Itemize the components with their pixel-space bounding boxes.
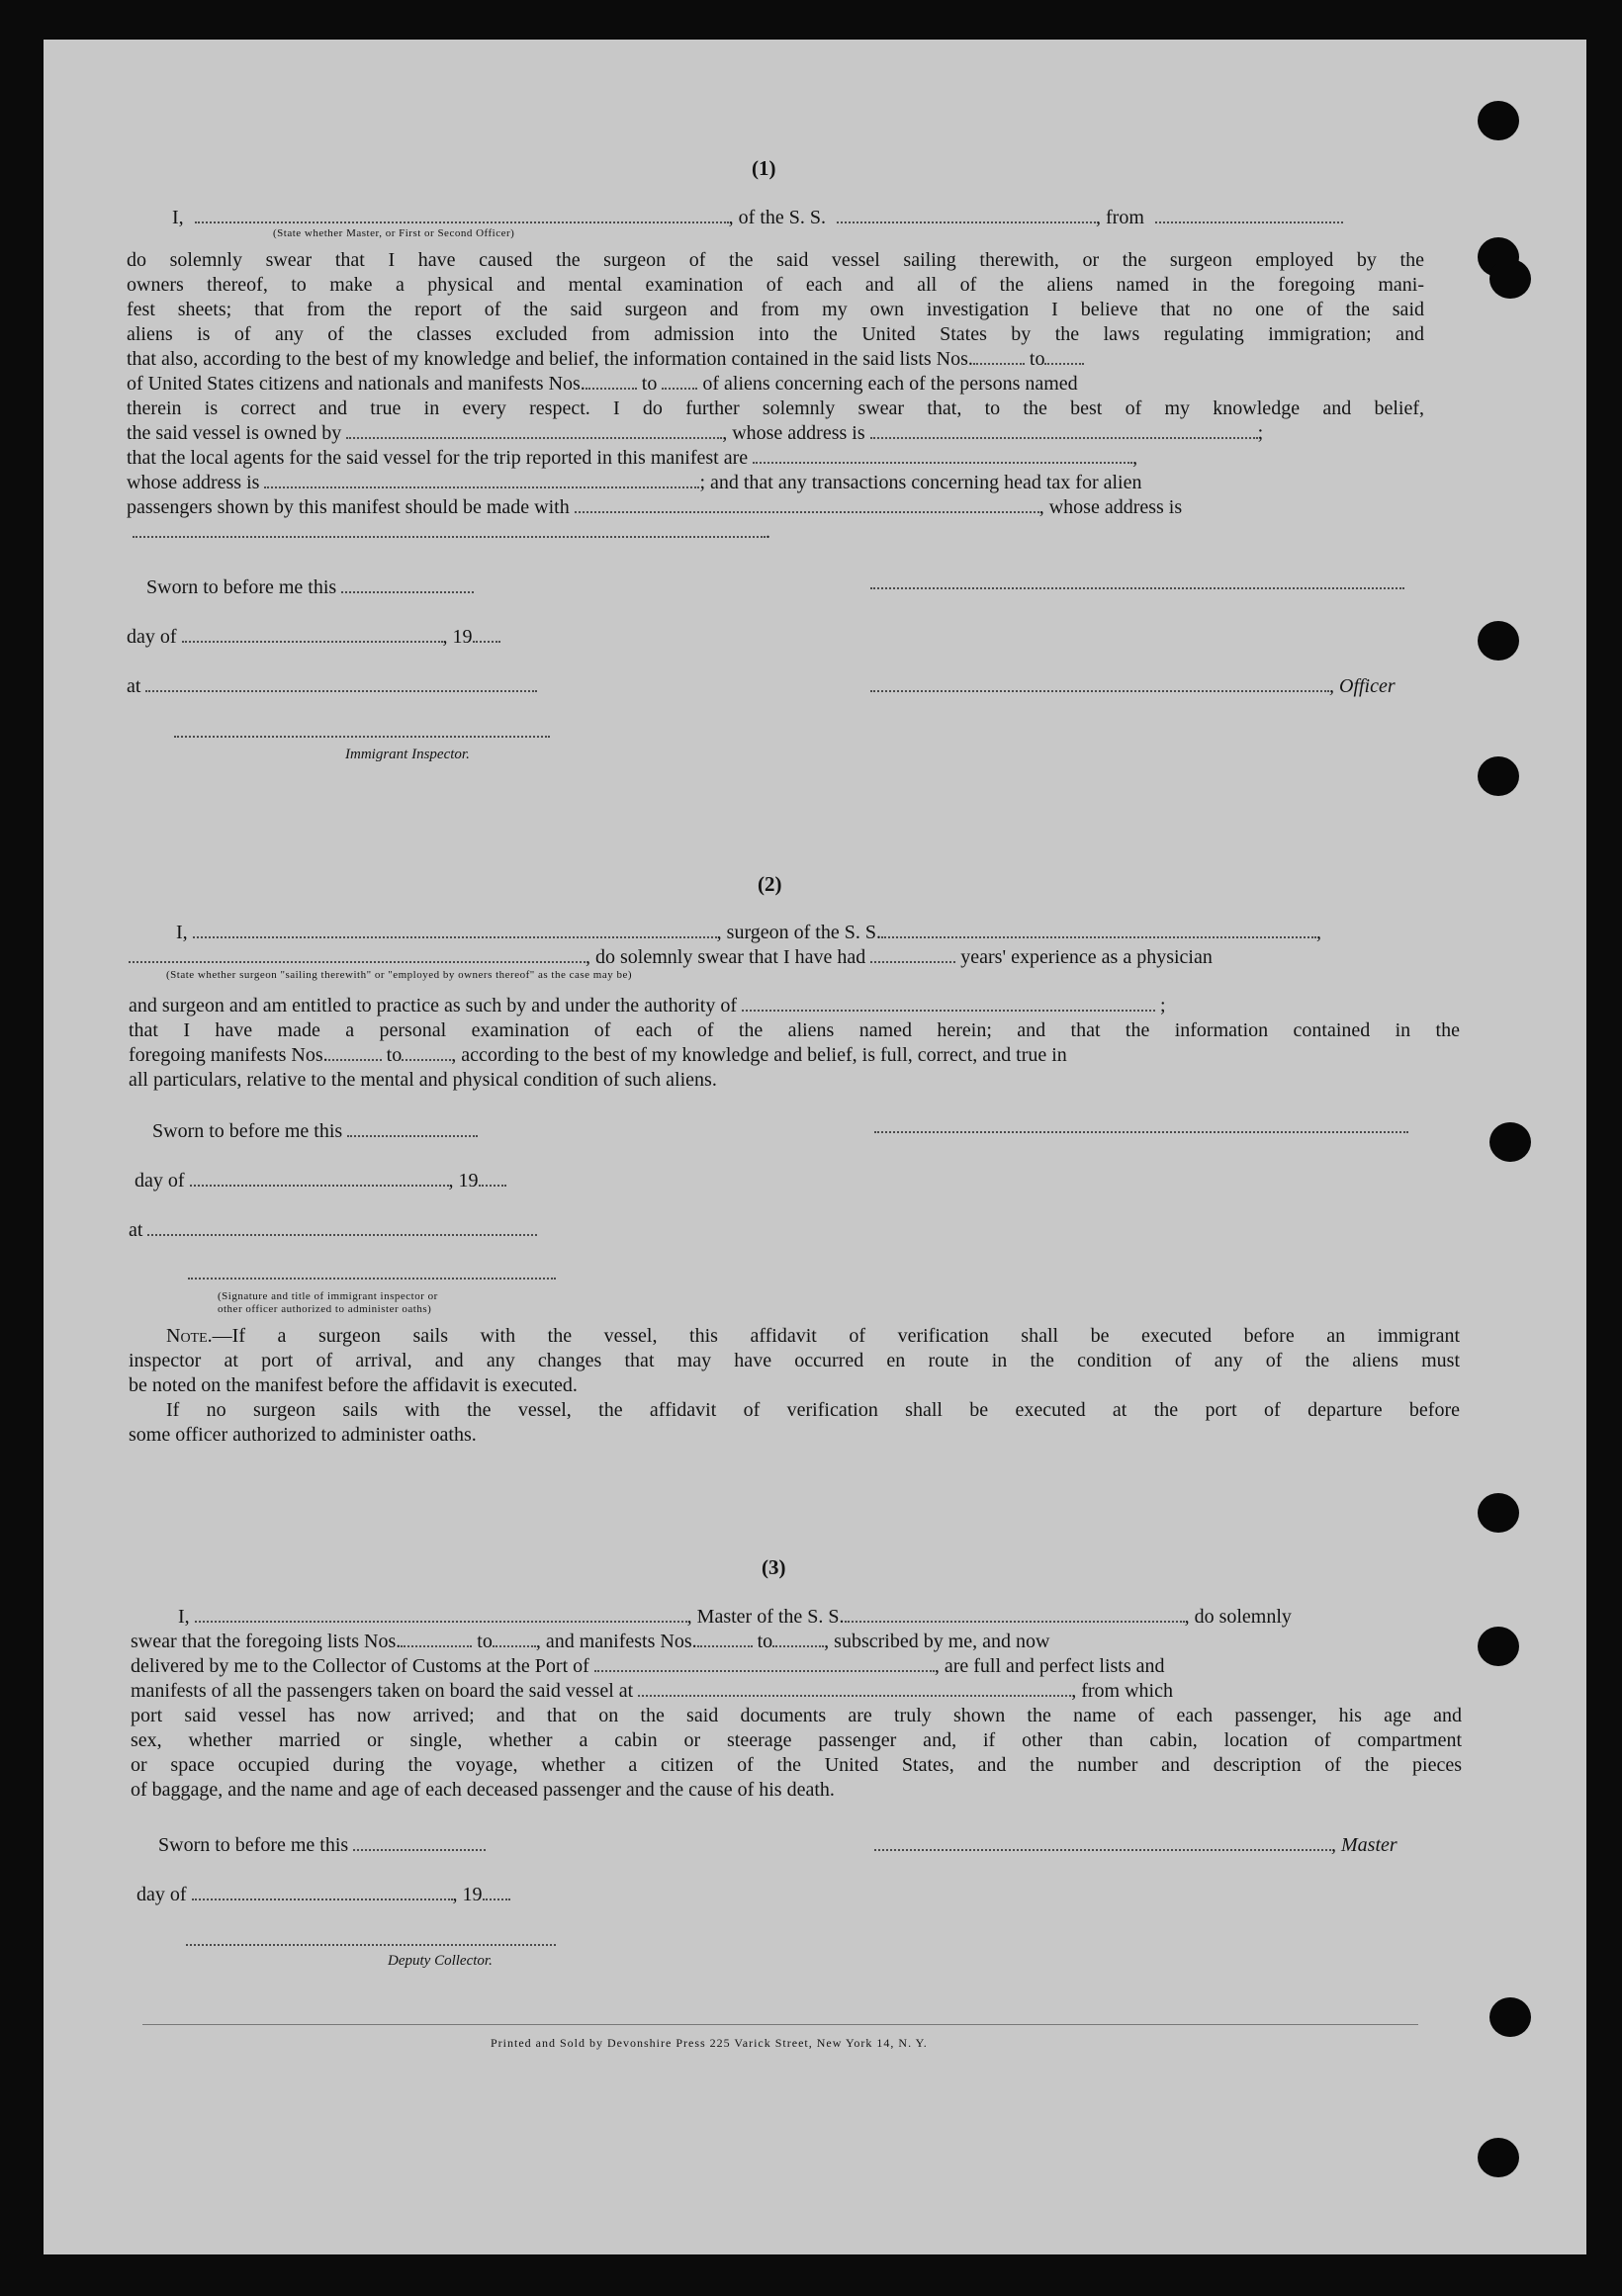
officer-title-field[interactable]: [870, 676, 1329, 692]
local-agents-field[interactable]: [753, 448, 1132, 464]
s2-signature-caption-2: other officer authorized to administer oaths): [218, 1303, 432, 1315]
section1-headtax-line: passengers shown by this manifest should be made with , whose address is: [127, 496, 1183, 518]
years-experience-field[interactable]: [870, 947, 955, 963]
section3-text-line: or space occupied during the voyage, whether a citizen of the United States, and the number and description of the pieces: [131, 1754, 1462, 1776]
s3-sworn-day-field[interactable]: [353, 1835, 486, 1851]
officer-rank-caption: (State whether Master, or First or Second Officer): [273, 227, 515, 239]
section2-sworn-line: Sworn to before me this: [152, 1121, 478, 1141]
surgeon-name-field[interactable]: [193, 923, 717, 938]
master-name-field[interactable]: [195, 1607, 687, 1623]
master-vessel-field[interactable]: [845, 1607, 1185, 1623]
section2-at-line: at: [129, 1220, 537, 1240]
punch-hole: [1478, 1627, 1519, 1666]
manifests-to-field[interactable]: [662, 374, 697, 390]
section2-manifests-line: foregoing manifests Nos. to , according to the best of my knowledge and belief, is full, correct, and true in: [129, 1044, 1067, 1066]
s2-sworn-year-field[interactable]: [479, 1171, 506, 1187]
collector-port-field[interactable]: [594, 1656, 935, 1672]
vessel-name-field[interactable]: [837, 208, 1096, 223]
section1-officer-line: , Officer: [870, 676, 1396, 696]
lists-to-field[interactable]: [1044, 349, 1084, 365]
head-tax-address-field[interactable]: [133, 522, 766, 538]
section2-heading: (2): [758, 872, 782, 896]
section1-text-line: do solemnly swear that I have caused the surgeon of the said vessel sailing therewith, or the surgeon employed by the: [127, 249, 1424, 271]
section2-line-1: I, , surgeon of the S. S. ,: [176, 922, 1321, 943]
s2-manifests-from-field[interactable]: [328, 1045, 382, 1061]
s3-lists-to-field[interactable]: [493, 1632, 536, 1647]
inspector-caption: Immigrant Inspector.: [345, 747, 470, 762]
section1-text-line: owners thereof, to make a physical and mental examination of each and all of the aliens named in the foregoing mani-: [127, 274, 1424, 296]
punch-hole: [1478, 101, 1519, 140]
s2-sworn-month-field[interactable]: [190, 1171, 449, 1187]
section3-text-line: sex, whether married or single, whether a cabin or steerage passenger and, if other than cabin, location of compartment: [131, 1729, 1462, 1751]
punch-hole: [1478, 1493, 1519, 1533]
note-line: inspector at port of arrival, and any changes that may have occurred en route in the condition of any of the aliens must: [129, 1350, 1460, 1371]
section3-text-line: of baggage, and the name and age of each deceased passenger and the cause of his death.: [131, 1779, 835, 1801]
section1-lists-line: that also, according to the best of my knowledge and belief, the information contained in the said lists Nos. to: [127, 349, 1424, 369]
section3-boarding-line: manifests of all the passengers taken on board the said vessel at , from which: [131, 1680, 1173, 1702]
section1-line-1: I, , of the S. S. , from: [172, 208, 1343, 227]
s2-signature-caption-1: (Signature and title of immigrant inspector or: [218, 1290, 438, 1302]
boarding-port-field[interactable]: [638, 1681, 1071, 1697]
section1-owner-line: the said vessel is owned by , whose address is ;: [127, 422, 1264, 444]
footer-rule: [142, 2024, 1418, 2025]
owner-address-field[interactable]: [870, 423, 1258, 439]
s3-sworn-month-field[interactable]: [192, 1885, 453, 1900]
section3-master-line: , Master: [874, 1835, 1397, 1855]
collector-signature-line[interactable]: [186, 1944, 556, 1946]
section1-text-line: therein is correct and true in every respect. I do further solemnly swear that, to the best of my knowledge and belief,: [127, 397, 1424, 419]
s2-sworn-place-field[interactable]: [147, 1220, 537, 1236]
master-signature-field[interactable]: [874, 1835, 1331, 1851]
s3-manifests-from-field[interactable]: [697, 1632, 753, 1647]
section3-day-line: day of , 19: [136, 1885, 510, 1904]
section2-authority-line: and surgeon and am entitled to practice as such by and under the authority of ;: [129, 995, 1166, 1016]
note-line: If no surgeon sails with the vessel, the affidavit of verification shall be executed at the port of departure before: [166, 1399, 1460, 1421]
from-port-field[interactable]: [1155, 208, 1343, 223]
officer-rank-field[interactable]: [195, 208, 729, 223]
section3-paragraph: [131, 1632, 1462, 1800]
sworn-day-field[interactable]: [341, 577, 474, 593]
section2-text-line: that I have made a personal examination of each of the aliens named herein; and that the information contained in the: [129, 1019, 1460, 1041]
s2-inspector-signature-line[interactable]: [188, 1278, 556, 1280]
section1-manifests-line: of United States citizens and nationals and manifests Nos. to of aliens concerning each of the persons named: [127, 373, 1078, 395]
section1-agents-address-line: whose address is ; and that any transactions concerning head tax for alien: [127, 472, 1142, 493]
section1-at-line: at: [127, 676, 537, 696]
sworn-year-field[interactable]: [473, 627, 500, 643]
s3-manifests-to-field[interactable]: [772, 1632, 824, 1647]
officer-signature-line[interactable]: [870, 587, 1404, 589]
punch-hole: [1478, 621, 1519, 661]
note-line: Note.—If a surgeon sails with the vessel, this affidavit of verification shall be executed before an immigrant: [166, 1325, 1460, 1347]
punch-hole: [1489, 1997, 1531, 2037]
lists-from-field[interactable]: [973, 349, 1025, 365]
surgeon-status-field[interactable]: [129, 947, 586, 963]
section3-heading: (3): [762, 1555, 786, 1579]
note-paragraph: [129, 1326, 1460, 1445]
section2-day-line: day of , 19: [135, 1171, 506, 1191]
section1-agents-line: that the local agents for the said vessel for the trip reported in this manifest are ,: [127, 447, 1138, 469]
printer-footer: Printed and Sold by Devonshire Press 225 Varick Street, New York 14, N. Y.: [491, 2036, 928, 2050]
s2-sworn-day-field[interactable]: [347, 1121, 478, 1137]
collector-caption: Deputy Collector.: [388, 1953, 493, 1969]
surgeon-vessel-field[interactable]: [881, 923, 1316, 938]
agents-address-field[interactable]: [264, 473, 699, 488]
section1-text-line: aliens is of any of the classes excluded from admission into the United States by the laws regulating immigration; and: [127, 323, 1424, 345]
section3-port-line: delivered by me to the Collector of Customs at the Port of , are full and perfect lists and: [131, 1655, 1165, 1677]
s3-lists-from-field[interactable]: [401, 1632, 472, 1647]
authority-field[interactable]: [742, 996, 1155, 1012]
s2-manifests-to-field[interactable]: [402, 1045, 451, 1061]
punch-hole: [1478, 2138, 1519, 2177]
s3-sworn-year-field[interactable]: [483, 1885, 510, 1900]
section1-paragraph: [127, 250, 1424, 542]
section1-address-line: .: [127, 522, 1424, 542]
head-tax-field[interactable]: [575, 497, 1039, 513]
section2-paragraph: [129, 996, 1460, 1090]
form-page: [44, 40, 1586, 2254]
section3-line-1: I, , Master of the S. S. , do solemnly: [178, 1606, 1292, 1628]
section1-day-line: day of , 19: [127, 627, 500, 647]
manifests-from-field[interactable]: [586, 374, 637, 390]
sworn-month-field[interactable]: [182, 627, 443, 643]
section1-sworn-line: Sworn to before me this: [146, 577, 474, 597]
section3-sworn-line: Sworn to before me this: [158, 1835, 486, 1855]
section2-text-line: all particulars, relative to the mental and physical condition of such aliens.: [129, 1069, 717, 1091]
owner-field[interactable]: [346, 423, 722, 439]
inspector-signature-line[interactable]: [174, 736, 550, 738]
section1-text-line: fest sheets; that from the report of the said surgeon and from my own investigation I believe that no one of the said: [127, 299, 1424, 320]
surgeon-signature-line[interactable]: [874, 1131, 1408, 1133]
section1-heading: (1): [752, 156, 776, 180]
section3-text-line: port said vessel has now arrived; and that on the said documents are truly shown the name of each passenger, his age and: [131, 1705, 1462, 1726]
punch-hole: [1478, 756, 1519, 796]
punch-hole: [1489, 1122, 1531, 1162]
surgeon-status-caption: (State whether surgeon "sailing therewith" or "employed by owners thereof" as the case may be): [166, 969, 633, 981]
note-line: be noted on the manifest before the affidavit is executed.: [129, 1374, 578, 1396]
sworn-place-field[interactable]: [145, 676, 537, 692]
section2-line-2: , do solemnly swear that I have had years' experience as a physician: [129, 947, 1213, 967]
note-line: some officer authorized to administer oaths.: [129, 1424, 477, 1446]
punch-hole: [1489, 259, 1531, 299]
section3-lists-line: swear that the foregoing lists Nos. to , and manifests Nos. to , subscribed by me, and now: [131, 1631, 1050, 1652]
